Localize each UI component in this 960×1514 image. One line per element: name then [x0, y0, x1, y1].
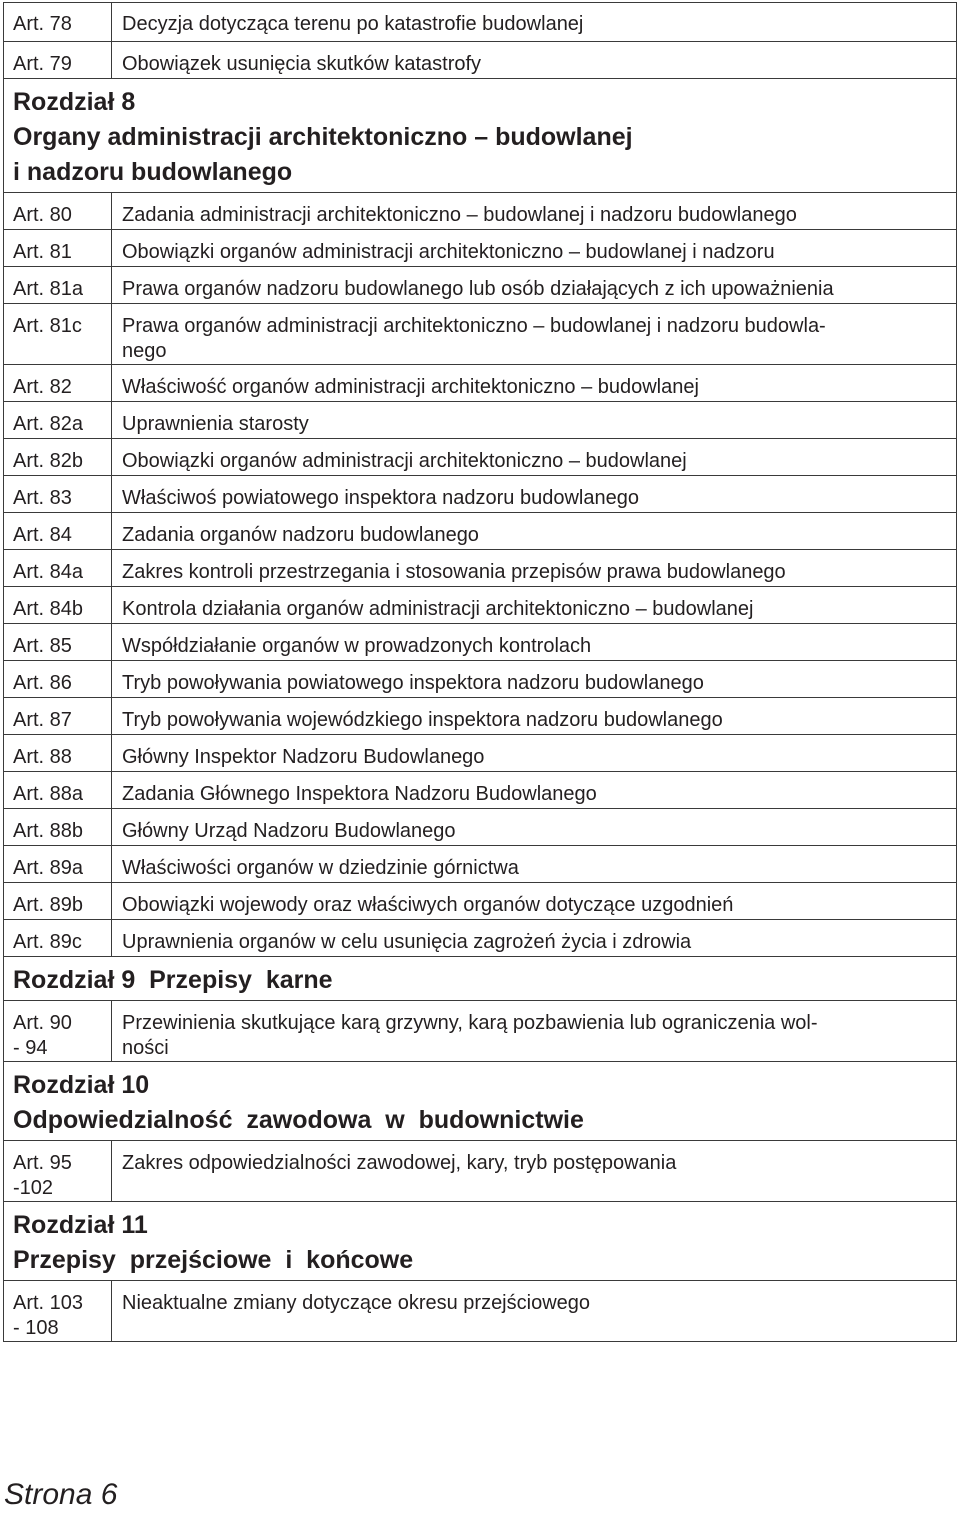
- article-row: [4, 402, 957, 439]
- article-row: [4, 476, 957, 513]
- article-title: Uprawnienia organów w celu usunięcia zagrożeń życia i zdrowia: [112, 920, 957, 957]
- article-title: Tryb powoływania powiatowego inspektora nadzoru budowlanego: [112, 661, 957, 698]
- article-title: Decyzja dotycząca terenu po katastrofie budowlanej: [112, 3, 957, 42]
- article-number: Art. 81a: [4, 267, 112, 304]
- chapter-heading-row: [4, 1062, 957, 1141]
- article-number: Art. 84: [4, 513, 112, 550]
- article-number: Art. 86: [4, 661, 112, 698]
- article-number: Art. 78: [4, 3, 112, 42]
- article-number: Art. 79: [4, 42, 112, 79]
- article-title: Zadania organów nadzoru budowlanego: [112, 513, 957, 550]
- article-number: Art. 89b: [4, 883, 112, 920]
- article-row: [4, 304, 957, 365]
- article-title: Obowiązki organów administracji architektoniczno – budowlanej i nadzoru: [112, 230, 957, 267]
- article-number: Art. 80: [4, 193, 112, 230]
- article-row: [4, 809, 957, 846]
- chapter-heading-line: Rozdział 11: [13, 1211, 148, 1239]
- chapter-heading-line: Organy administracji architektoniczno – budowlanej: [13, 123, 633, 151]
- article-title: Tryb powoływania wojewódzkiego inspektora nadzoru budowlanego: [112, 698, 957, 735]
- article-row: [4, 846, 957, 883]
- article-row: [4, 550, 957, 587]
- article-title: Właściwości organów w dziedzinie górnictwa: [112, 846, 957, 883]
- article-number: Art. 83: [4, 476, 112, 513]
- article-number: Art. 82a: [4, 402, 112, 439]
- article-number: Art. 84a: [4, 550, 112, 587]
- article-row: [4, 3, 957, 42]
- article-number: Art. 103 - 108: [4, 1281, 112, 1342]
- chapter-heading: [4, 1202, 957, 1281]
- article-number: Art. 89c: [4, 920, 112, 957]
- article-number: Art. 87: [4, 698, 112, 735]
- article-title: Zadania administracji architektoniczno – budowlanej i nadzoru budowlanego: [112, 193, 957, 230]
- article-row: [4, 1141, 957, 1202]
- article-row: [4, 193, 957, 230]
- article-row: [4, 230, 957, 267]
- table-of-contents: [3, 2, 957, 1342]
- article-title: Kontrola działania organów administracji architektoniczno – budowlanej: [112, 587, 957, 624]
- article-row: [4, 883, 957, 920]
- article-row: [4, 365, 957, 402]
- article-number: Art. 88a: [4, 772, 112, 809]
- article-row: [4, 735, 957, 772]
- article-number: Art. 88b: [4, 809, 112, 846]
- article-number: Art. 81: [4, 230, 112, 267]
- article-number: Art. 82b: [4, 439, 112, 476]
- chapter-heading-row: [4, 79, 957, 193]
- article-row: [4, 920, 957, 957]
- chapter-heading-line: i nadzoru budowlanego: [13, 158, 293, 186]
- article-number: Art. 88: [4, 735, 112, 772]
- article-number: Art. 84b: [4, 587, 112, 624]
- article-row: [4, 698, 957, 735]
- article-row: [4, 661, 957, 698]
- article-row: [4, 624, 957, 661]
- chapter-heading: [4, 1062, 957, 1141]
- article-number: Art. 90 - 94: [4, 1001, 112, 1062]
- article-row: [4, 513, 957, 550]
- article-row: [4, 772, 957, 809]
- article-row: [4, 1281, 957, 1342]
- chapter-heading-line: Rozdział 8: [13, 88, 136, 116]
- article-number: Art. 82: [4, 365, 112, 402]
- article-title: Główny Urząd Nadzoru Budowlanego: [112, 809, 957, 846]
- article-title: Zakres odpowiedzialności zawodowej, kary, tryb postępowania: [112, 1141, 957, 1202]
- article-number: Art. 81c: [4, 304, 112, 365]
- article-number: Art. 89a: [4, 846, 112, 883]
- chapter-heading-line: Rozdział 10: [13, 1071, 150, 1099]
- article-title: Nieaktualne zmiany dotyczące okresu przejściowego: [112, 1281, 957, 1342]
- article-title: Przewinienia skutkujące karą grzywny, karą pozbawienia lub ograniczenia wol- ności: [112, 1001, 957, 1062]
- article-row: [4, 267, 957, 304]
- article-title: Zadania Głównego Inspektora Nadzoru Budowlanego: [112, 772, 957, 809]
- chapter-heading: [4, 957, 957, 1001]
- article-title: Zakres kontroli przestrzegania i stosowania przepisów prawa budowlanego: [112, 550, 957, 587]
- article-title: Właściwość organów administracji architektoniczno – budowlanej: [112, 365, 957, 402]
- article-title: Obowiązki organów administracji architektoniczno – budowlanej: [112, 439, 957, 476]
- page-footer: Strona 6: [4, 1478, 118, 1511]
- article-row: [4, 42, 957, 79]
- article-title: Prawa organów nadzoru budowlanego lub osób działających z ich upoważnienia: [112, 267, 957, 304]
- article-title: Współdziałanie organów w prowadzonych kontrolach: [112, 624, 957, 661]
- chapter-heading-row: [4, 957, 957, 1001]
- article-title: Uprawnienia starosty: [112, 402, 957, 439]
- chapter-heading: [4, 79, 957, 193]
- article-row: [4, 1001, 957, 1062]
- article-title: Obowiązki wojewody oraz właściwych organów dotyczące uzgodnień: [112, 883, 957, 920]
- article-title: Obowiązek usunięcia skutków katastrofy: [112, 42, 957, 79]
- article-title: Główny Inspektor Nadzoru Budowlanego: [112, 735, 957, 772]
- article-number: Art. 85: [4, 624, 112, 661]
- chapter-heading-line: Odpowiedzialność zawodowa w budownictwie: [13, 1106, 584, 1134]
- chapter-heading-line: Przepisy przejściowe i końcowe: [13, 1246, 414, 1274]
- article-number: Art. 95 -102: [4, 1141, 112, 1202]
- article-row: [4, 439, 957, 476]
- article-title: Właściwoś powiatowego inspektora nadzoru budowlanego: [112, 476, 957, 513]
- chapter-heading-row: [4, 1202, 957, 1281]
- article-row: [4, 587, 957, 624]
- chapter-heading-line: Rozdział 9 Przepisy karne: [13, 966, 333, 994]
- article-title: Prawa organów administracji architektoniczno – budowlanej i nadzoru budowla- nego: [112, 304, 957, 365]
